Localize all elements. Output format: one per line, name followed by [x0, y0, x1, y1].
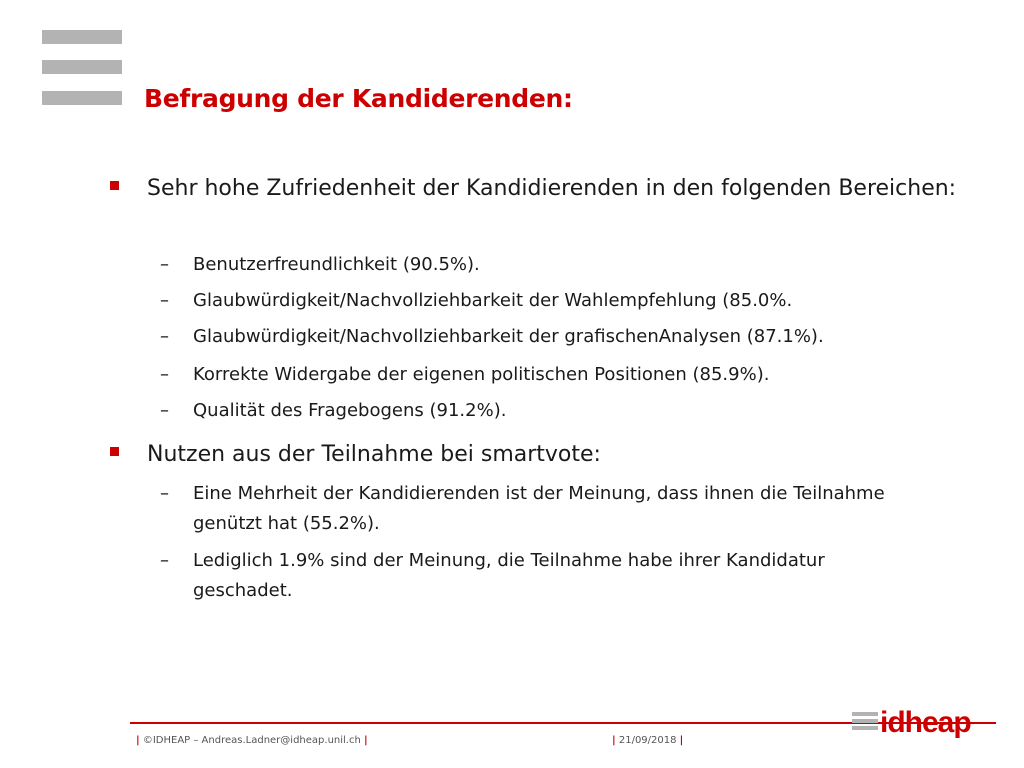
sub-item-text: Korrekte Widergabe der eigenen politischen Positionen (85.9%). [193, 364, 770, 385]
sub-item-text: Lediglich 1.9% sind der Meinung, die Teilnahme habe ihrer Kandidatur geschadet. [193, 550, 825, 601]
footer-pipe: | [612, 735, 616, 746]
sub-item-text: Benutzerfreundlichkeit (90.5%). [193, 254, 480, 275]
dash-icon: – [160, 400, 169, 421]
deco-bar-2 [42, 60, 122, 74]
footer-credit-text: ©IDHEAP – Andreas.Ladner@idheap.unil.ch [142, 735, 361, 746]
dash-icon: – [160, 326, 169, 347]
sub-item-text: Glaubwürdigkeit/Nachvollziehbarkeit der Wahlempfehlung (85.0%. [193, 290, 793, 311]
bullet-text: Nutzen aus der Teilnahme bei smartvote: [147, 442, 601, 467]
sub-item-text: Glaubwürdigkeit/Nachvollziehbarkeit der grafischenAnalysen (87.1%). [193, 326, 824, 347]
footer-date [612, 735, 683, 746]
dash-icon: – [160, 550, 169, 571]
logo-text: idheap [880, 706, 971, 739]
footer-pipe: | [364, 735, 368, 746]
bullet-square-icon [110, 181, 119, 190]
footer-credit [136, 735, 368, 746]
sub-item-text: Qualität des Fragebogens (91.2%). [193, 400, 507, 421]
dash-icon: – [160, 483, 169, 504]
idheap-logo-icon [852, 700, 982, 744]
bullet-square-icon [110, 447, 119, 456]
footer-pipe: | [679, 735, 684, 746]
footer-pipe: | [136, 735, 140, 746]
dash-icon: – [160, 254, 169, 275]
sub-item-text: Eine Mehrheit der Kandidierenden ist der Meinung, dass ihnen die Teilnahme genützt hat (55.2%). [193, 483, 885, 534]
deco-bar-1 [42, 30, 122, 44]
slide-title: Befragung der Kandiderenden: [144, 84, 573, 113]
deco-bar-3 [42, 91, 122, 105]
footer-date-text: 21/09/2018 [618, 735, 677, 746]
dash-icon: – [160, 290, 169, 311]
dash-icon: – [160, 364, 169, 385]
bullet-text: Sehr hohe Zufriedenheit der Kandidierenden in den folgenden Bereichen: [147, 176, 957, 201]
